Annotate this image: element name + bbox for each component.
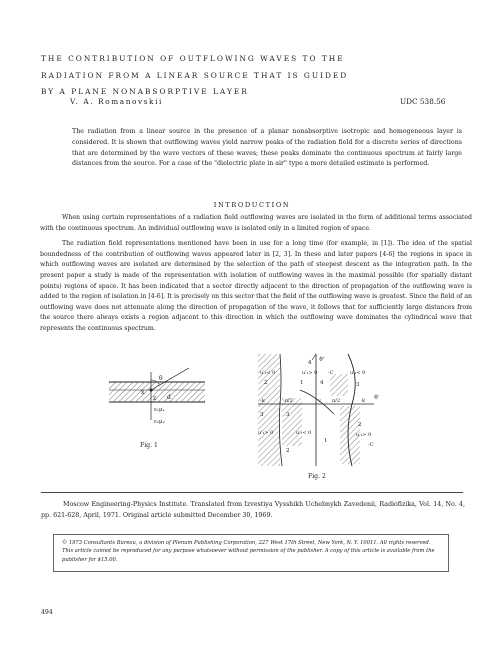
center-left-hatched-region [282, 398, 302, 446]
fig2-minus-k: -k [260, 398, 265, 404]
section-heading: INTRODUCTION [213, 201, 291, 209]
paragraph: The radiation field representations mentioned have been in use for a long time (for example, in [1]). The idea of the spatial boundedness of the contribution of outflowing waves appeared later in [2, 3]. In these and later papers [4-6] the regions in space in which outflowing waves are isolated are determined by the selection of the path of steepest descent as the integration path. In the present paper a study is made of the representation with isolation of outflowing waves in the maximal possible (for spatially distant points) regions of space. It has been indicated that a sector directly adjacent to the direction of propagation of the outflowing wave is added to the region of isolation in [4-6]. It is precisely on this sector that the field of the outflowing wave is greatest. Since the field of an outflowing wave does not attenuate along the direction of propagation of the wave, it follows that for sufficiently large distances from the source there always exists a region adjacent to this direction in which the outflowing wave dominates the cylindrical wave that represents the continuous spectrum. [40, 240, 472, 332]
figure-1-diagram [107, 368, 209, 424]
branch-curve [300, 390, 334, 414]
fig2-label-3a: 3 [356, 382, 360, 388]
fig2-label-3c: 3 [286, 412, 290, 418]
fig2-u1: u′₁< 0 [260, 370, 276, 376]
fig2-c-top: -C [328, 370, 334, 376]
fig2-label-3b: 3 [260, 412, 264, 418]
figure-1 [107, 368, 209, 424]
page-number: 494 [41, 609, 53, 616]
fig2-u2: u′₁> 0 [302, 370, 318, 376]
fig2-theta-right: ϑ′ [374, 395, 380, 401]
abstract [72, 127, 462, 170]
fig1-theta: θ [159, 375, 163, 382]
footnote-divider [41, 492, 463, 493]
fig1-e1mu1: ε₁μ₁ [154, 407, 165, 413]
fig2-pi-half: π/2 [332, 398, 341, 404]
copyright-text: © 1973 Consultants Bureau, a division of Plenum Publishing Corporation, 227 West 17th Street, New York, N. Y. 10011. All rights reserved. This article cannot be reproduced for any purpose whatsoever without permission of the publisher. A copy of this article is available from the publisher for $15.00. [62, 540, 435, 563]
fig1-d: d [167, 394, 171, 401]
title-line: THE CONTRIBUTION OF OUTFLOWING WAVES TO THE [41, 54, 345, 63]
figure-2-caption: Fig. 2 [308, 473, 326, 480]
fig2-u4: u′₁> 0 [258, 430, 274, 436]
upper-right-hatched-region [330, 374, 348, 396]
fig2-v: v [318, 398, 321, 404]
fig2-theta-top: ϑ″ [319, 357, 325, 363]
fig1-e2mu2: ε₂μ₂ [154, 419, 165, 424]
body-text [40, 213, 472, 340]
figure-1-caption: Fig. 1 [140, 442, 158, 449]
figure-2 [256, 352, 392, 468]
affiliation-footnote: Moscow Engineering-Physics Institute. Translated from Izvestiya Vysshikh Uchebnykh Zavedenii, Radiofizika, Vol. 14, No. 4, pp. 621-628, April, 1971. Original article submitted December 30, 1969. [41, 501, 465, 519]
copyright-notice [53, 534, 449, 572]
article-title [41, 51, 461, 101]
fig2-u3: u′₁< 0 [350, 370, 366, 376]
fig2-label-2c: 2 [286, 448, 290, 454]
fig1-x: x [141, 389, 145, 396]
figure-2-diagram [256, 352, 392, 468]
source-point [150, 389, 153, 392]
layer-hatch [109, 382, 205, 402]
fig2-label-2a: 2 [264, 380, 268, 386]
fig2-u6: u′₁> 0 [356, 432, 372, 438]
fig2-label-4: 4 [308, 360, 312, 366]
theta-arrow [312, 354, 316, 360]
fig2-k: k [362, 398, 366, 404]
paragraph: When using certain representations of a radiation field outflowing waves are isolated in the form of additional terms associated with the continuous spectrum. An individual outflowing wave is isolated only in a limited region of space. [40, 214, 472, 232]
fig2-c-bottom: -C [368, 442, 374, 448]
author-name: V. A. Romanovskii [70, 97, 163, 106]
fig2-label-2b: 2 [358, 422, 362, 428]
fig1-z: z [153, 395, 157, 402]
fig2-label-1a: 1 [300, 380, 304, 386]
fig2-label-4b: 4 [320, 380, 324, 386]
fig2-label-1b: 1 [324, 438, 328, 444]
title-line: RADIATION FROM A LINEAR SOURCE THAT IS GUIDED [41, 70, 349, 80]
udc-code: UDC 538.56 [400, 97, 446, 106]
fig2-minus-pi-half: -π/2 [283, 398, 293, 404]
fig2-u5: u′₁< 0 [296, 430, 312, 436]
title-line: BY A PLANE NONABSORPTIVE LAYER [41, 87, 249, 96]
abstract-text: The radiation from a linear source in the presence of a planar nonabsorptive isotropic and homogeneous layer is considered. It is shown that outflowing waves yield narrow peaks of the radiation field for a discrete series of directions that are determined by the wave vectors of these waves; these peaks dominate the continuous spectrum at fairly large distances from the source. For a case of the "dielectric plate in air" type a more detailed estimate is performed. [72, 128, 462, 168]
